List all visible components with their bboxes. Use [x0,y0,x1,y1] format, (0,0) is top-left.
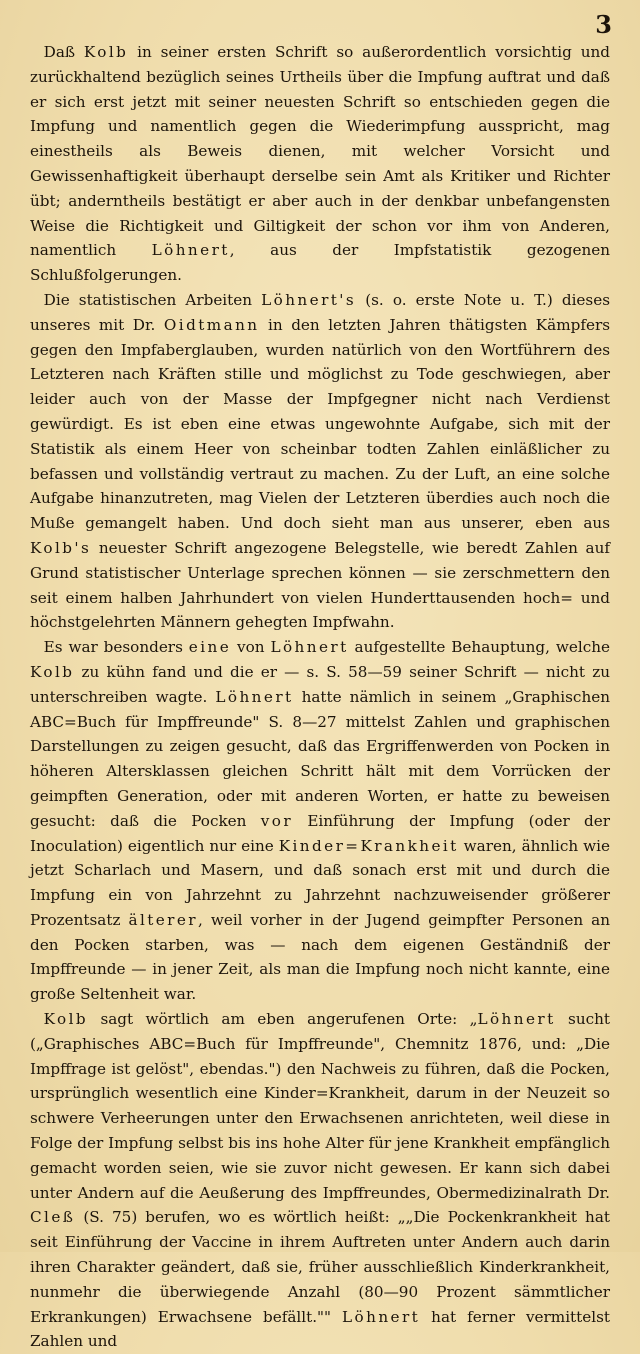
spaced-name: Löhnert [151,241,230,260]
body-text [30,40,610,1354]
spaced-name: Kolb [30,662,75,681]
text-run: , aus der Impfstatistik gezogenen Schlußfolgerungen. [30,241,610,285]
page-number: 3 [595,10,612,39]
spaced-name: Kolb's [30,538,92,557]
paragraph [30,40,610,288]
text-run: , weil vorher in der Jugend geimpfter Personen an den Pocken starben, was — nach dem eigenen Geständniß der Impffreunde — in jener Zeit, als man die Impfung noch nicht kannte, eine große Seltenheit war. [30,910,610,1004]
text-run: waren, ähnlich wie jetzt Scharlach und Masern, und daß sonach erst mit und durch die Impfung ein von Jahrzehnt zu Jahrzehnt nachzuweisender größerer Prozentsatz [30,836,611,929]
text-run: neuester Schrift angezogene Belegstelle, wie beredt Zahlen auf Grund statistischer Unterlage sprechen können — sie zerschmettern den seit einem halben Jahrhundert von vielen Hunderttausenden hoch= und höchstgelehrten Männern gehegten Impfwahn. [30,538,610,632]
paragraph [30,1007,610,1354]
text-run: Es war besonders [43,638,189,657]
spaced-name: vor [260,811,294,830]
text-run: (S. 75) berufen, wo es wörtlich heißt: „„Die Pockenkrankheit hat seit Einführung der Vaccine in ihrem Auftreten unter Andern auch darin ihren Charakter geändert, daß sie, früher ausschließlich Kinderkrankheit, nunmehr die überwiegende Anzahl (80—90 Prozent sämmtlicher Erkrankungen) Erwachsene befällt."" [30,1208,610,1326]
text-run: Daß [43,43,84,61]
text-run: in seiner ersten Schrift so außerordentlich vorsichtig und zurückhaltend bezüglich seines Urtheils über die Impfung auftrat und daß er sich erst jetzt mit seiner neuesten Schrift so entschieden gegen die Impfung und namentlich gegen die Wiederimpfung ausspricht, mag einestheils als Beweis dienen, mit welcher Vorsicht und Gewissenhaftigkeit überhaupt derselbe sein Amt als Kritiker und Richter übt; anderntheils bestätigt er aber auch in der denkbar unbefangensten Weise die Richtigkeit und Giltigkeit der schon vor ihm von Anderen, namentlich [30,43,610,260]
text-run: Einführung der Impfung (oder der Inoculation) eigentlich nur eine [30,811,610,855]
spaced-name: Kolb [43,1010,89,1029]
spaced-name: Löhnert [215,687,294,706]
paragraph [30,288,610,635]
paragraph [30,635,610,1007]
spaced-name: Löhnert's [261,290,357,309]
text-run: von [231,638,271,657]
text-run: hatte nämlich in seinem „Graphischen ABC=Buch für Impffreunde" S. 8—27 mittelst Zahlen und graphischen Darstellungen zu zeigen gesucht, daß das Ergriffenwerden von Pocken in höheren Altersklassen gleichen Schritt hält mit dem Vorrücken der geimpften Generation, oder mit anderen Worten, er hatte zu beweisen gesucht: daß die Pocken [30,687,610,830]
spaced-name: Cleß [30,1208,76,1227]
spaced-name: Löhnert [477,1010,556,1029]
spaced-name: Löhnert [342,1307,421,1326]
text-run: hat ferner vermittelst Zahlen und [30,1307,610,1351]
spaced-name: Kolb [83,43,129,61]
text-run: Die statistischen Arbeiten [43,290,262,309]
text-run: in den letzten Jahren thätigsten Kämpfers gegen den Impfaberglauben, wurden natürlich von den Wortführern des Letzteren nach Kräften stille und möglichst zu Tode geschwiegen, aber leider auch von der Masse der Impfgegner nicht nach Verdienst gewürdigt. Es ist eben eine etwas ungewohnte Aufgabe, sich mit der Statistik als einem Heer von scheinbar todten Zahlen einläßlicher zu befassen und vollständig vertraut zu machen. Zu der Luft, an eine solche Aufgabe hinanzutreten, mag Vielen der Letzteren überdies auch noch die Muße gemangelt haben. Und doch sieht man aus unserer, eben aus [30,315,610,533]
text-run: sucht („Graphisches ABC=Buch für Impffreunde", Chemnitz 1876, und: „Die Impffrage ist gelöst", ebendas.") den Nachweis zu führen, daß die Pocken, ursprünglich wesentlich eine Kinder=Krankheit, darum in der Neuzeit so schwere Verheerungen unter den Erwachsenen anrichteten, weil diese in Folge der Impfung selbst bis ins hohe Alter für jene Krankheit empfänglich gemacht worden seien, wie sie zuvor nicht gewesen. Er kann sich dabei unter Andern auf die Aeußerung des Impffreundes, Obermedizinalrath Dr. [30,1010,610,1202]
text-run: aufgestellte Behauptung, welche [348,638,610,657]
spaced-name: Löhnert [270,638,349,657]
spaced-name: Kinder=Krankheit [278,836,459,855]
text-run: zu kühn fand und die er — s. S. 58—59 seiner Schrift — nicht zu unterschreiben wagte. [30,662,610,706]
text-run: sagt wörtlich am eben angerufenen Orte: „ [88,1010,478,1029]
spaced-name: eine [188,638,232,657]
text-run: (s. o. erste Note u. T.) dieses unseres mit Dr. [30,290,610,334]
spaced-name: Oidtmann [163,315,260,334]
spaced-name: älterer [128,910,198,929]
